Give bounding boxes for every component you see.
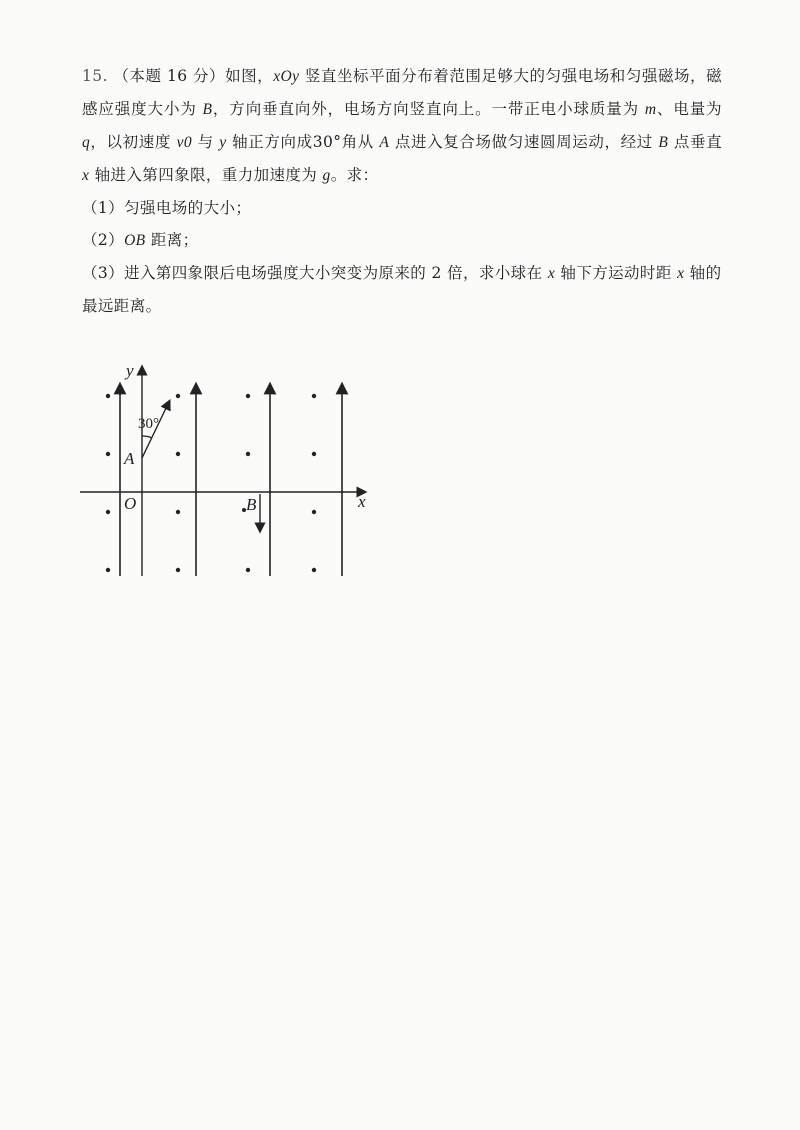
y-axis-label: y bbox=[126, 362, 134, 380]
var-ob: OB bbox=[124, 232, 146, 249]
angle-arc bbox=[142, 436, 152, 438]
var-b: B bbox=[202, 101, 213, 118]
diagram-svg bbox=[72, 362, 382, 582]
question-label: （1） bbox=[82, 199, 125, 217]
question-label: （2） bbox=[82, 231, 125, 249]
question-label: （3） bbox=[82, 264, 125, 282]
problem-score: （本题 16 分） bbox=[113, 67, 226, 85]
question-text: 进入第四象限后电场强度大小突变为原来的 2 倍，求小球在 bbox=[124, 264, 548, 282]
stem-text: 轴正方向成30°角从 bbox=[226, 133, 380, 151]
stem-text: 点垂直 bbox=[668, 133, 723, 151]
question-3 bbox=[82, 257, 722, 322]
var-g: g bbox=[322, 167, 331, 184]
var-v0: v0 bbox=[176, 134, 193, 151]
angle-label: 30° bbox=[138, 416, 159, 432]
var-a: A bbox=[379, 134, 390, 151]
question-text: 距离； bbox=[145, 231, 199, 249]
stem-text: 点进入复合场做匀速圆周运动，经过 bbox=[389, 133, 659, 151]
stem-text: 如图， bbox=[225, 67, 274, 85]
question-text: 匀强电场的大小； bbox=[124, 199, 252, 217]
question-text: 轴的最远距离。 bbox=[82, 264, 722, 315]
var-xoy: xOy bbox=[273, 68, 300, 85]
field-diagram bbox=[72, 362, 382, 582]
stem-text: 与 bbox=[192, 133, 220, 151]
problem-number: 15. bbox=[82, 67, 108, 85]
stem-text: ，方向垂直向外，电场方向竖直向上。一带正电小球质量为 bbox=[212, 100, 645, 118]
var-q: q bbox=[82, 134, 91, 151]
var-b: B bbox=[658, 134, 669, 151]
point-a-label: A bbox=[124, 449, 135, 468]
origin-label: O bbox=[124, 494, 137, 513]
var-x: x bbox=[547, 265, 556, 282]
x-axis-label: x bbox=[358, 492, 366, 511]
problem-15 bbox=[82, 60, 722, 322]
stem-text: 轴进入第四象限，重力加速度为 bbox=[89, 166, 323, 184]
stem-text: 、电量为 bbox=[656, 100, 722, 118]
stem-text: ，以初速度 bbox=[90, 133, 177, 151]
problem-stem bbox=[82, 60, 722, 192]
question-2 bbox=[82, 224, 722, 257]
question-1 bbox=[82, 192, 722, 224]
var-x: x bbox=[677, 265, 685, 282]
var-y: y bbox=[219, 134, 227, 151]
question-text: 轴下方运动时距 bbox=[555, 264, 678, 282]
var-m: m bbox=[644, 101, 657, 118]
point-b-label: B bbox=[246, 495, 257, 514]
stem-text: 。求： bbox=[330, 166, 379, 184]
var-x: x bbox=[82, 167, 90, 184]
stem-text: 竖直坐标平面分布着范围足够大的匀强电场和匀强磁场，磁感应强度大小为 bbox=[82, 67, 723, 118]
